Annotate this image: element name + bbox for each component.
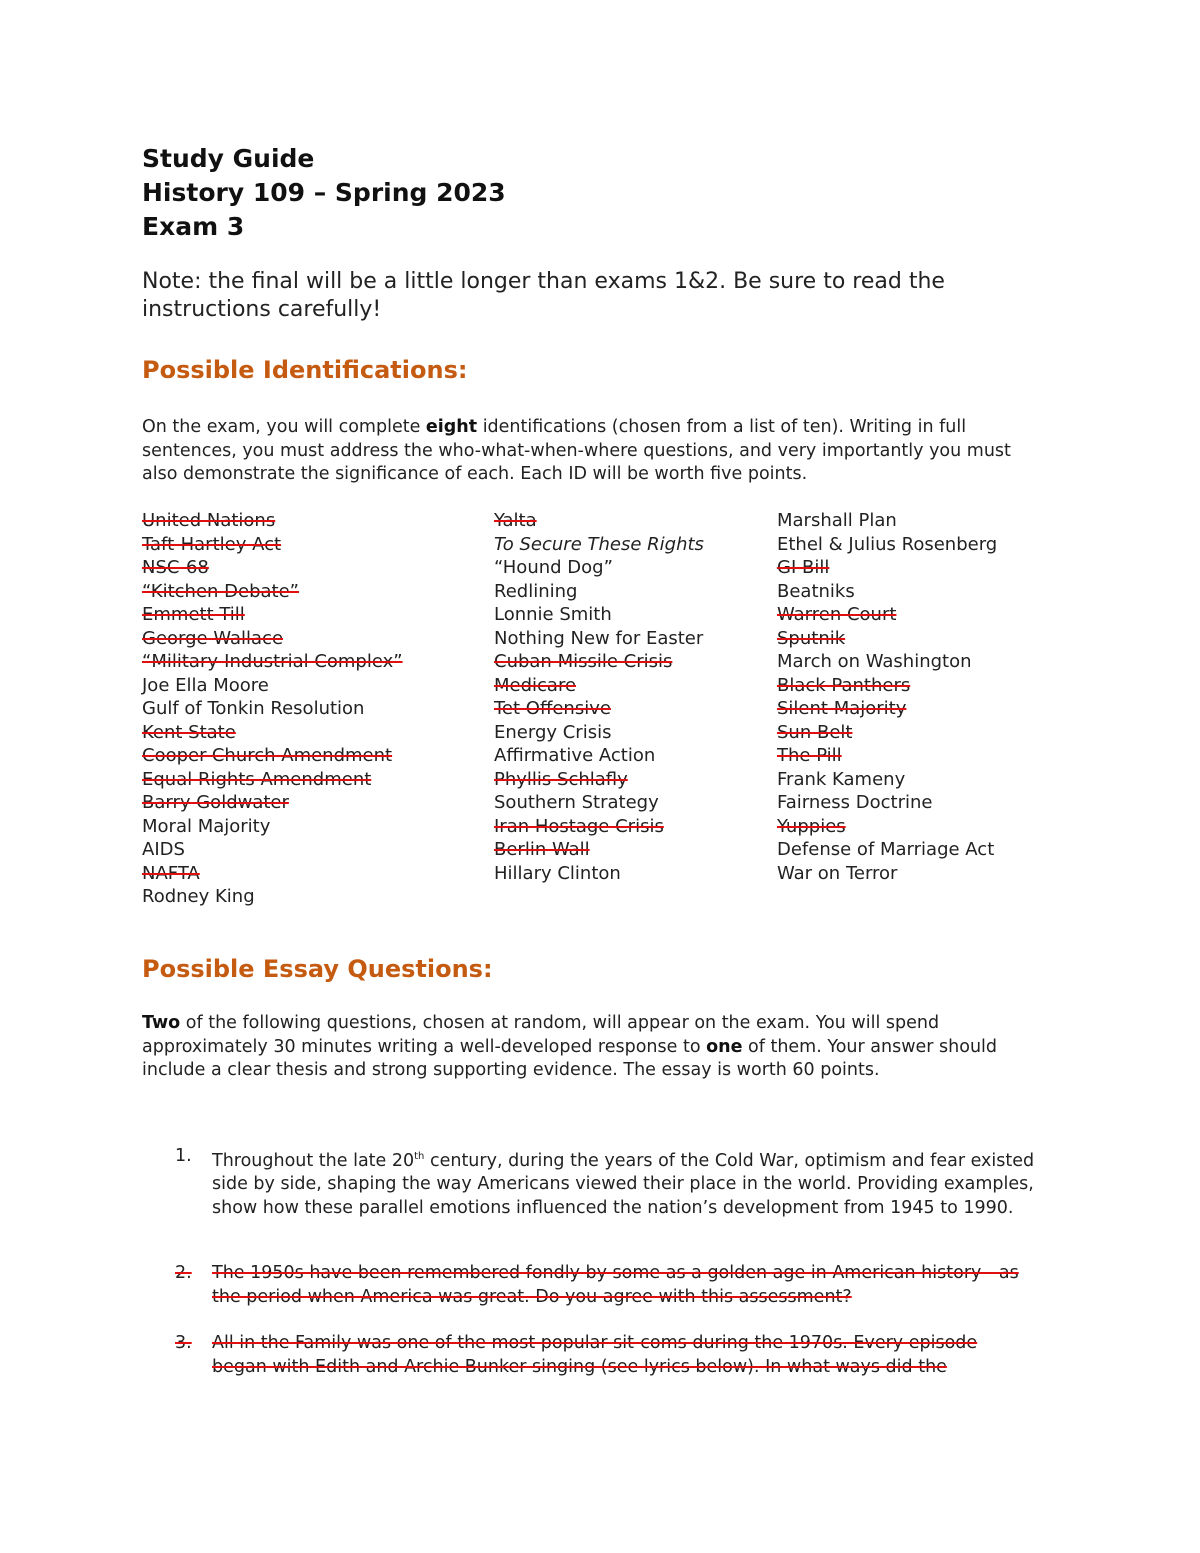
identification-item: AIDS — [142, 839, 185, 860]
identification-item: Defense of Marriage Act — [777, 839, 995, 860]
essay-text: All in the Family was one of the most popular sit-coms during the 1970s. Every episode began with Edith and Archie Bunker singing (see lyrics below). In what ways did the — [212, 1333, 978, 1377]
identification-item: Sun Belt — [777, 721, 853, 743]
identification-item: Equal Rights Amendment — [142, 768, 372, 790]
essay-number: 1. — [175, 1146, 192, 1166]
identification-item: Ethel & Julius Rosenberg — [777, 533, 998, 555]
identification-item: GI Bill — [777, 557, 830, 578]
identification-item: “Military-Industrial Complex” — [142, 651, 403, 672]
identification-item: Lonnie Smith — [494, 604, 612, 625]
identification-item: Yuppies — [777, 815, 846, 837]
identification-item: Southern Strategy — [494, 792, 659, 813]
identification-item: Tet Offensive — [494, 698, 611, 719]
identification-item: Emmett Till — [142, 604, 245, 625]
essay-question-2 — [175, 1262, 1035, 1309]
essay-text-pre: Throughout the late 20 — [212, 1150, 415, 1171]
identification-item: Moral Majority — [142, 815, 271, 837]
identification-item: United Nations — [142, 510, 276, 531]
identification-item: Energy Crisis — [494, 721, 612, 743]
identification-item: War on Terror — [777, 862, 898, 884]
identification-item: Cooper-Church Amendment — [142, 745, 393, 766]
essay-intro-bold-2: one — [706, 1036, 743, 1057]
identifications-heading: Possible Identifications: — [142, 356, 468, 384]
essay-text — [212, 1145, 1035, 1220]
identification-item: George Wallace — [142, 627, 284, 649]
identifications-intro — [142, 416, 1032, 487]
identification-item: Cuban Missile Crisis — [494, 651, 673, 672]
essay-question-3 — [175, 1332, 1035, 1379]
document-title — [142, 142, 506, 244]
identification-item: Fairness Doctrine — [777, 792, 933, 813]
identification-item: Warren Court — [777, 604, 897, 625]
identification-item: Silent Majority — [777, 698, 907, 719]
intro-text-post: identifications (chosen from a list of ten). Writing in full sentences, you must address the who-what-when-where questions, and very importantly you must also demonstrate the significance of each. Each ID will be worth five points. — [142, 417, 1011, 484]
title-line-2: History 109 – Spring 2023 — [142, 178, 506, 207]
identification-item: Taft-Hartley Act — [142, 533, 282, 555]
identification-item: Affirmative Action — [494, 745, 656, 766]
essay-intro-post: of them. Your answer should include a clear thesis and strong supporting evidence. The essay is worth 60 points. — [142, 1036, 998, 1080]
essay-number: 3. — [175, 1333, 192, 1353]
essay-intro-bold-1: Two — [142, 1013, 181, 1033]
id-column-3 — [777, 509, 997, 885]
identification-item: Hillary Clinton — [494, 862, 621, 884]
identification-item: Berlin Wall — [494, 839, 590, 860]
identification-item: NAFTA — [142, 862, 200, 884]
identification-item: The Pill — [777, 745, 842, 766]
identification-item: Yalta — [494, 510, 537, 531]
essay-question-1 — [175, 1145, 1035, 1220]
identification-item: Redlining — [494, 580, 578, 602]
identification-item: Joe Ella Moore — [142, 674, 269, 696]
essay-number: 2. — [175, 1263, 192, 1283]
identification-item: “Hound Dog” — [494, 557, 613, 578]
essay-text-post: century, during the years of the Cold War, optimism and fear existed side by side, shaping the way Americans viewed their place in the world. Providing examples, show how these parallel emotions influenced the nation’s development from 1945 to 1990. — [212, 1150, 1035, 1218]
id-column-2 — [494, 509, 704, 885]
identification-item: Phyllis Schlafly — [494, 768, 628, 790]
identification-item: Marshall Plan — [777, 510, 897, 531]
essay-intro-mid: of the following questions, chosen at random, will appear on the exam. You will spend approximately 30 minutes writing a well-developed response to — [142, 1013, 940, 1057]
identification-item: Frank Kameny — [777, 768, 906, 790]
id-column-1 — [142, 509, 403, 909]
identification-item: “Kitchen Debate” — [142, 580, 299, 602]
identification-item: NSC-68 — [142, 557, 209, 578]
identification-item: Nothing New for Easter — [494, 627, 704, 649]
identification-item: Medicare — [494, 674, 577, 696]
identification-item: Beatniks — [777, 580, 855, 602]
identification-item: Kent State — [142, 721, 236, 743]
identification-item: Iran Hostage Crisis — [494, 815, 664, 837]
identification-item: To Secure These Rights — [494, 533, 704, 555]
intro-text-pre: On the exam, you will complete — [142, 417, 426, 437]
title-line-1: Study Guide — [142, 144, 315, 173]
essay-text: The 1950s have been remembered fondly by some as a golden age in American history—as the period when America was great. Do you agree with this assessment? — [212, 1263, 1019, 1307]
identification-item: March on Washington — [777, 651, 972, 672]
essays-intro — [142, 1012, 1032, 1083]
title-line-3: Exam 3 — [142, 212, 245, 241]
identification-item: Barry Goldwater — [142, 792, 289, 813]
essays-heading: Possible Essay Questions: — [142, 955, 493, 983]
essay-text-sup: th — [414, 1151, 425, 1162]
exam-note: Note: the final will be a little longer than exams 1&2. Be sure to read the instructions carefully! — [142, 269, 945, 322]
intro-text-bold: eight — [425, 417, 478, 437]
identification-item: Rodney King — [142, 886, 255, 907]
identification-item: Black Panthers — [777, 674, 911, 696]
identification-item: Gulf of Tonkin Resolution — [142, 698, 365, 719]
identification-item: Sputnik — [777, 627, 846, 649]
